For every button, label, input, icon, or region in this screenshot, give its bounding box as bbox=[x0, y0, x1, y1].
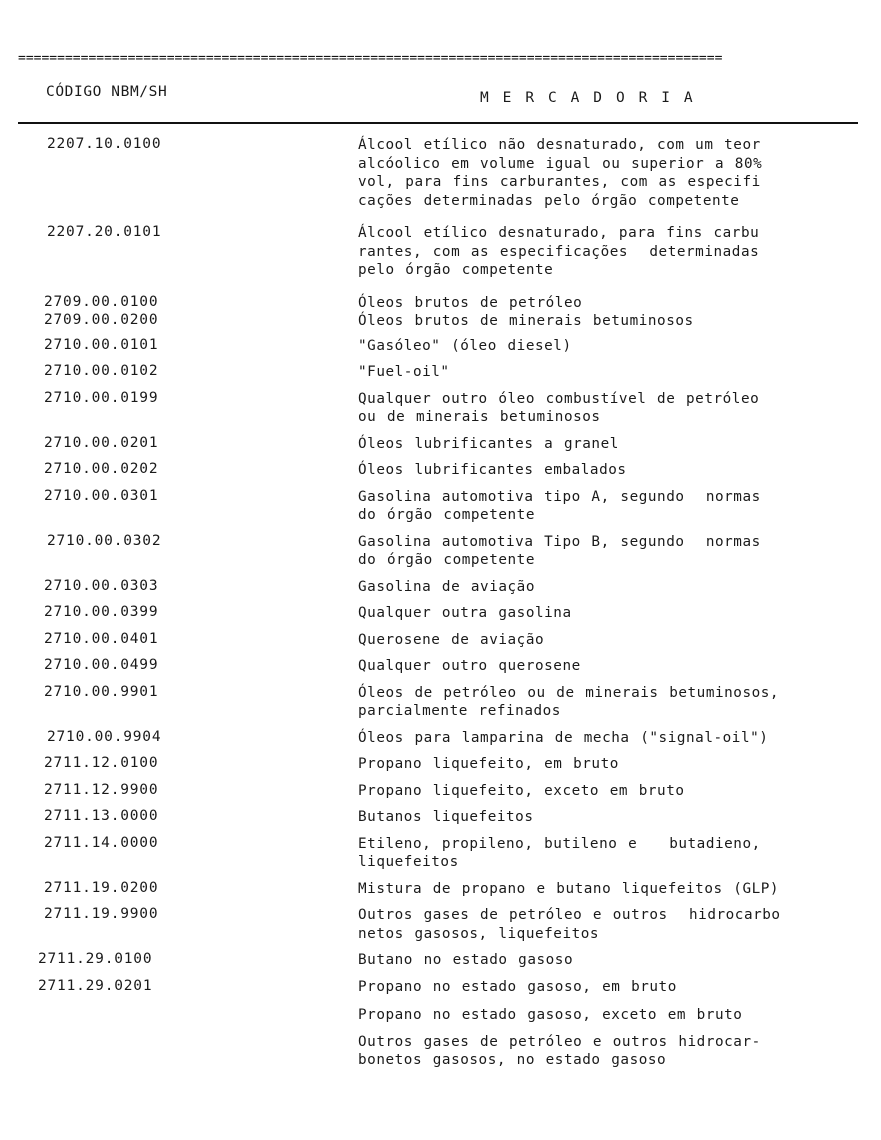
row-code: 2710.00.0199 bbox=[44, 389, 159, 406]
table-row bbox=[0, 136, 881, 210]
row-description-line: Álcool etílico não desnaturado, com um teor bbox=[358, 137, 761, 153]
row-description-line: Outros gases de petróleo e outros hidrocarbo bbox=[358, 907, 781, 923]
row-code: 2710.00.9901 bbox=[44, 683, 159, 700]
row-description bbox=[358, 435, 858, 454]
row-code: 2710.00.0102 bbox=[44, 363, 159, 379]
row-code: 2711.29.0100 bbox=[38, 951, 153, 967]
row-description bbox=[358, 835, 858, 872]
row-description bbox=[358, 1033, 858, 1070]
row-description-line: liquefeitos bbox=[358, 854, 459, 870]
row-description-line: Qualquer outra gasolina bbox=[358, 605, 572, 621]
row-description bbox=[358, 390, 858, 427]
row-description-line: Óleos de petróleo ou de minerais betuminosos, bbox=[358, 684, 780, 701]
row-description bbox=[358, 906, 858, 943]
row-description-line: Outros gases de petróleo e outros hidrocar- bbox=[358, 1033, 761, 1050]
row-description bbox=[358, 312, 858, 331]
row-description bbox=[358, 578, 858, 597]
table-row bbox=[0, 835, 881, 872]
row-description bbox=[358, 782, 858, 801]
row-description-line: Álcool etílico desnaturado, para fins carbu bbox=[358, 225, 760, 241]
row-code: 2711.29.0201 bbox=[38, 977, 153, 994]
row-code: 2711.14.0000 bbox=[44, 834, 159, 851]
row-description bbox=[358, 729, 858, 748]
row-description bbox=[358, 363, 858, 382]
row-description-line: rantes, com as especificações determinadas bbox=[358, 243, 760, 260]
row-description-line: Óleos para lamparina de mecha ("signal-oil") bbox=[358, 729, 769, 746]
row-code: 2709.00.0100 bbox=[44, 293, 159, 310]
table-row bbox=[0, 729, 881, 748]
header-separator-rule bbox=[18, 122, 858, 124]
row-description-line: ou de minerais betuminosos bbox=[358, 409, 601, 425]
row-description bbox=[358, 978, 858, 997]
table-row bbox=[0, 337, 881, 356]
row-description bbox=[358, 224, 858, 280]
row-description bbox=[358, 461, 858, 480]
table-row bbox=[0, 1006, 881, 1025]
row-code: 2710.00.0302 bbox=[47, 532, 162, 549]
table-row bbox=[0, 1033, 881, 1070]
table-row bbox=[0, 312, 881, 331]
row-description-line: Óleos lubrificantes a granel bbox=[358, 435, 619, 452]
table-row bbox=[0, 880, 881, 899]
row-description bbox=[358, 684, 858, 721]
row-description bbox=[358, 755, 858, 774]
row-description-line: Propano liquefeito, exceto em bruto bbox=[358, 782, 685, 799]
column-header-goods: M E R C A D O R I A bbox=[480, 90, 696, 106]
row-code: 2710.00.0303 bbox=[44, 577, 159, 594]
row-description bbox=[358, 294, 858, 313]
row-description-line: Óleos brutos de petróleo bbox=[358, 294, 583, 311]
row-description bbox=[358, 337, 858, 356]
table-row bbox=[0, 578, 881, 597]
row-description bbox=[358, 951, 858, 970]
table-row bbox=[0, 294, 881, 313]
row-description-line: pelo órgão competente bbox=[358, 262, 554, 278]
table-row bbox=[0, 755, 881, 774]
row-description-line: do órgão competente bbox=[358, 507, 535, 523]
row-description-line: Butanos liquefeitos bbox=[358, 809, 534, 825]
row-code: 2710.00.0399 bbox=[44, 604, 159, 620]
table-row bbox=[0, 808, 881, 827]
row-description-line: parcialmente refinados bbox=[358, 703, 561, 719]
table-body bbox=[0, 130, 881, 1070]
row-description-line: Gasolina automotiva tipo A, segundo normas bbox=[358, 488, 761, 505]
table-row bbox=[0, 604, 881, 623]
table-row bbox=[0, 684, 881, 721]
dashed-rule-top: ========================================================================================== bbox=[18, 52, 723, 66]
row-code: 2207.10.0100 bbox=[47, 136, 162, 152]
row-description bbox=[358, 1006, 858, 1025]
row-description-line: Gasolina de aviação bbox=[358, 578, 535, 595]
row-description-line: Mistura de propano e butano liquefeitos (GLP) bbox=[358, 880, 780, 897]
row-code: 2710.00.0301 bbox=[44, 487, 159, 504]
row-code: 2709.00.0200 bbox=[44, 312, 159, 328]
row-code: 2711.12.9900 bbox=[44, 781, 159, 798]
row-description-line: Propano no estado gasoso, em bruto bbox=[358, 978, 677, 995]
row-description-line: Qualquer outro querosene bbox=[358, 658, 581, 674]
row-description-line: Etileno, propileno, butileno e butadieno, bbox=[358, 835, 761, 852]
table-row bbox=[0, 657, 881, 676]
row-description-line: "Gasóleo" (óleo diesel) bbox=[358, 337, 572, 354]
row-description-line: Propano no estado gasoso, exceto em bruto bbox=[358, 1007, 743, 1023]
table-row bbox=[0, 906, 881, 943]
row-code: 2710.00.0202 bbox=[44, 461, 159, 477]
row-description bbox=[358, 604, 858, 623]
row-description-line: Propano liquefeito, em bruto bbox=[358, 756, 619, 772]
row-description-line: Óleos brutos de minerais betuminosos bbox=[358, 313, 694, 329]
row-code: 2711.19.9900 bbox=[44, 906, 159, 922]
table-row bbox=[0, 782, 881, 801]
row-description bbox=[358, 488, 858, 525]
row-description-line: Butano no estado gasoso bbox=[358, 952, 574, 968]
row-description-line: Gasolina automotiva Tipo B, segundo normas bbox=[358, 533, 761, 550]
table-row bbox=[0, 533, 881, 570]
row-code: 2710.00.0499 bbox=[44, 657, 159, 673]
row-description-line: do órgão competente bbox=[358, 552, 535, 568]
row-description-line: cações determinadas pelo órgão competente bbox=[358, 192, 740, 209]
column-header-code: CÓDIGO NBM/SH bbox=[46, 84, 168, 100]
row-description-line: Querosene de aviação bbox=[358, 631, 545, 648]
row-code: 2710.00.9904 bbox=[47, 728, 162, 745]
row-code: 2710.00.0101 bbox=[44, 336, 159, 353]
row-code: 2207.20.0101 bbox=[47, 224, 162, 240]
table-row bbox=[0, 488, 881, 525]
row-code: 2711.19.0200 bbox=[44, 879, 159, 896]
table-row bbox=[0, 978, 881, 997]
row-description-line: Qualquer outro óleo combustível de petróleo bbox=[358, 390, 760, 407]
row-code: 2710.00.0201 bbox=[44, 434, 159, 451]
table-row bbox=[0, 224, 881, 280]
row-description-line: Óleos lubrificantes embalados bbox=[358, 462, 627, 478]
table-row bbox=[0, 461, 881, 480]
row-description-line: netos gasosos, liquefeitos bbox=[358, 925, 600, 942]
table-row bbox=[0, 390, 881, 427]
row-description-line: vol, para fins carburantes, com as especifi bbox=[358, 174, 761, 190]
row-description-line: "Fuel-oil" bbox=[358, 364, 450, 380]
row-description bbox=[358, 136, 858, 210]
row-description-line: bonetos gasosos, no estado gasoso bbox=[358, 1052, 667, 1068]
table-row bbox=[0, 363, 881, 382]
table-header bbox=[0, 78, 881, 118]
row-code: 2711.13.0000 bbox=[44, 808, 159, 824]
table-row bbox=[0, 951, 881, 970]
row-description bbox=[358, 880, 858, 899]
row-description bbox=[358, 657, 858, 676]
table-row bbox=[0, 631, 881, 650]
row-code: 2710.00.0401 bbox=[44, 630, 159, 647]
row-description-line: alcóolico em volume igual ou superior a 80% bbox=[358, 155, 763, 172]
row-description bbox=[358, 533, 858, 570]
row-description bbox=[358, 808, 858, 827]
row-code: 2711.12.0100 bbox=[44, 755, 159, 771]
row-description bbox=[358, 631, 858, 650]
table-row bbox=[0, 435, 881, 454]
